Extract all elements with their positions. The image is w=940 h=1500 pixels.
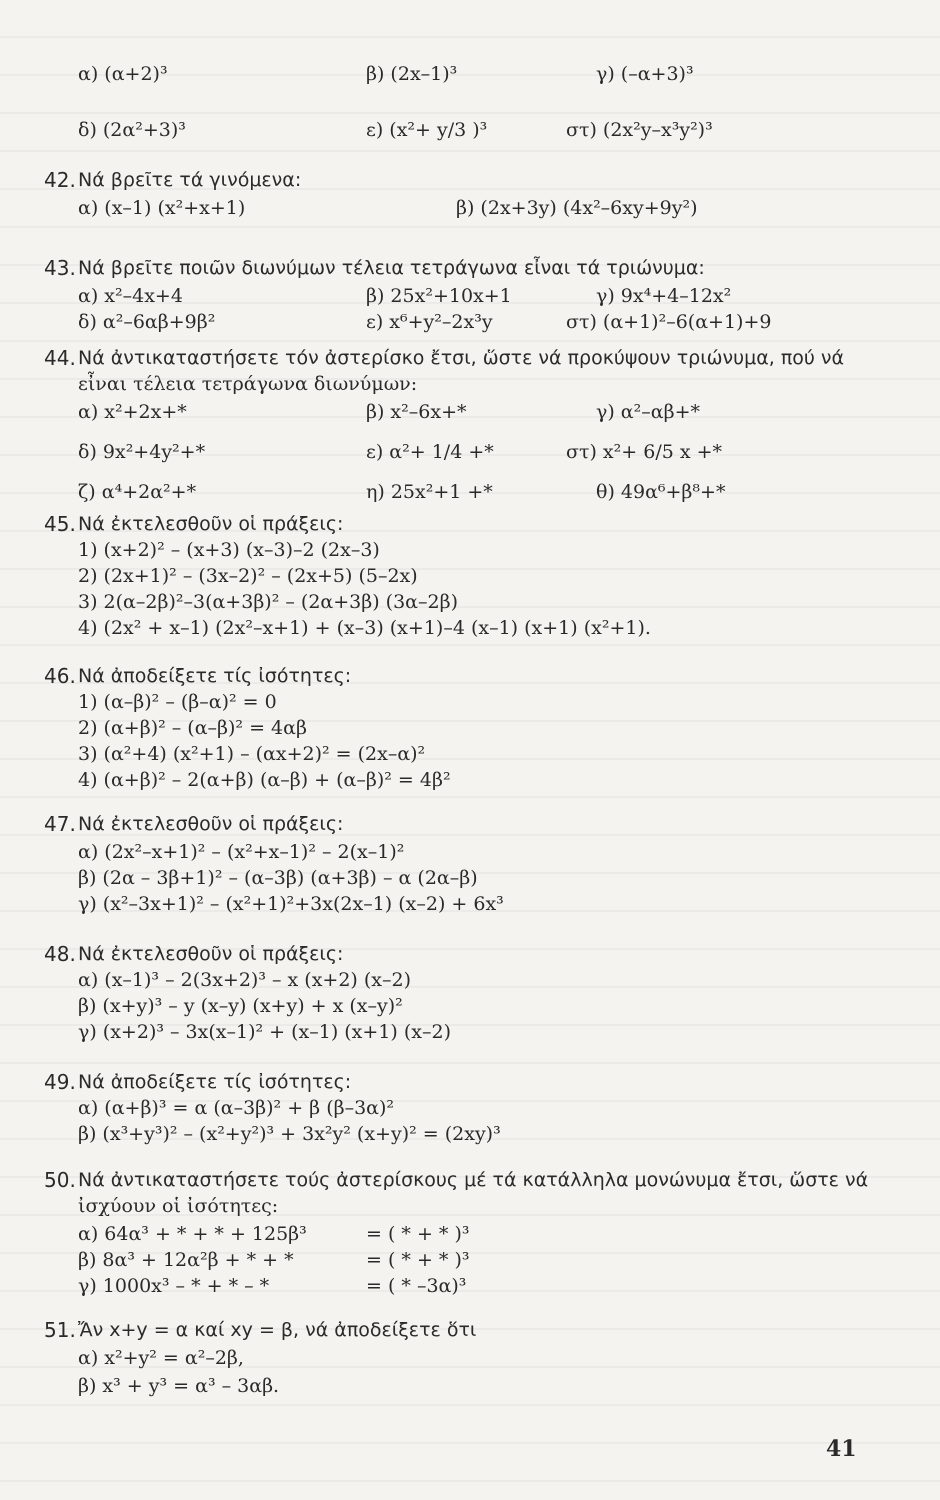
exercise-instruction: Νά βρεῖτε ποιῶν διωνύμων τέλεια τετράγωνα εἶναι τά τριώνυμα: <box>78 257 705 279</box>
exercise-instruction: Ἄν x+y = α καί xy = β, νά ἀποδείξετε ὅτι <box>78 1319 477 1341</box>
exercise-item: ε) α²+ 1/4 +* <box>366 441 494 463</box>
exercise-item: α) x²+y² = α²–2β, <box>78 1347 244 1369</box>
exercise-instruction: Νά ἀποδείξετε τίς ἰσότητες: <box>78 1071 352 1093</box>
exercise-item: θ) 49α⁶+β⁸+* <box>596 481 726 503</box>
exercise-instruction: Νά ἀντικαταστήσετε τούς ἀστερίσκους μέ τά κατάλληλα μονώνυμα ἔτσι, ὥστε νά <box>78 1169 869 1191</box>
exercise-number: 50. <box>44 1168 76 1192</box>
exercise-item: 1) (x+2)² – (x+3) (x–3)–2 (2x–3) <box>78 539 380 561</box>
exercise-item: 3) 2(α–2β)²–3(α+3β)² – (2α+3β) (3α–2β) <box>78 591 458 613</box>
exercise-item: α) (2x²–x+1)² – (x²+x–1)² – 2(x–1)² <box>78 841 405 863</box>
exercise-item: β) (2α – 3β+1)² – (α–3β) (α+3β) – α (2α–β) <box>78 867 478 889</box>
exercise-item: γ) 1000x³ – * + * – * <box>78 1275 270 1297</box>
exercise-item: στ) (α+1)²–6(α+1)+9 <box>566 311 772 333</box>
exercise-item: 3) (α²+4) (x²+1) – (αx+2)² = (2x–α)² <box>78 743 426 765</box>
exercise-instruction: Νά ἐκτελεσθοῦν οἱ πράξεις: <box>78 813 344 835</box>
exercise-item: στ) x²+ 6/5 x +* <box>566 441 723 463</box>
exercise-item: β) (2x+3y) (4x²–6xy+9y²) <box>456 197 698 219</box>
page-number: 41 <box>826 1436 857 1462</box>
exercise-number: 47. <box>44 812 76 836</box>
exercise-item: β) (2x–1)³ <box>366 63 458 85</box>
exercise-item: β) 8α³ + 12α²β + * + * <box>78 1249 294 1271</box>
exercise-item: γ) (x²–3x+1)² – (x²+1)²+3x(2x–1) (x–2) + 6x³ <box>78 893 504 915</box>
exercise-item: γ) 9x⁴+4–12x² <box>596 285 732 307</box>
exercise-item: = ( * + * )³ <box>366 1249 470 1271</box>
exercise-item: γ) α²–αβ+* <box>596 401 700 423</box>
exercise-number: 51. <box>44 1318 76 1342</box>
exercise-item: 4) (2x² + x–1) (2x²–x+1) + (x–3) (x+1)–4 (x–1) (x+1) (x²+1). <box>78 617 651 639</box>
exercise-item: δ) 9x²+4y²+* <box>78 441 206 463</box>
exercise-item: γ) (x+2)³ – 3x(x–1)² + (x–1) (x+1) (x–2) <box>78 1021 451 1043</box>
exercise-item: α) x²–4x+4 <box>78 285 183 307</box>
exercise-item: = ( * + * )³ <box>366 1223 470 1245</box>
exercise-item: β) 25x²+10x+1 <box>366 285 512 307</box>
exercise-item: 2) (2x+1)² – (3x–2)² – (2x+5) (5–2x) <box>78 565 418 587</box>
exercise-item: β) x³ + y³ = α³ – 3αβ. <box>78 1375 280 1397</box>
exercise-item: α) (x–1) (x²+x+1) <box>78 197 246 219</box>
exercise-item: ε) x⁶+y²–2x³y <box>366 311 493 333</box>
exercise-item: α) x²+2x+* <box>78 401 187 423</box>
exercise-number: 45. <box>44 512 76 536</box>
exercise-item: ζ) α⁴+2α²+* <box>78 481 197 503</box>
exercise-instruction: Νά ἐκτελεσθοῦν οἱ πράξεις: <box>78 943 344 965</box>
exercise-item: δ) (2α²+3)³ <box>78 119 186 141</box>
exercise-item: η) 25x²+1 +* <box>366 481 493 503</box>
exercise-item: ἰσχύουν οἱ ἰσότητες: <box>78 1195 279 1217</box>
exercise-number: 48. <box>44 942 76 966</box>
exercise-number: 43. <box>44 256 76 280</box>
exercise-instruction: Νά ἐκτελεσθοῦν οἱ πράξεις: <box>78 513 344 535</box>
exercise-item: 4) (α+β)² – 2(α+β) (α–β) + (α–β)² = 4β² <box>78 769 451 791</box>
exercise-number: 42. <box>44 168 76 192</box>
exercise-instruction: Νά ἀντικαταστήσετε τόν ἀστερίσκο ἔτσι, ὥστε νά προκύψουν τριώνυμα, πού νά <box>78 347 845 369</box>
exercise-item: α) (α+β)³ = α (α–3β)² + β (β–3α)² <box>78 1097 395 1119</box>
exercise-number: 44. <box>44 346 76 370</box>
exercise-number: 46. <box>44 664 76 688</box>
exercise-item: δ) α²–6αβ+9β² <box>78 311 216 333</box>
exercise-item: = ( * –3α)³ <box>366 1275 467 1297</box>
exercise-item: 2) (α+β)² – (α–β)² = 4αβ <box>78 717 307 739</box>
exercise-item: α) 64α³ + * + * + 125β³ <box>78 1223 307 1245</box>
exercise-item: β) (x+y)³ – y (x–y) (x+y) + x (x–y)² <box>78 995 403 1017</box>
exercise-item: 1) (α–β)² – (β–α)² = 0 <box>78 691 277 713</box>
exercise-item: α) (α+2)³ <box>78 63 168 85</box>
exercise-number: 49. <box>44 1070 76 1094</box>
exercise-item: β) (x³+y³)² – (x²+y²)³ + 3x²y² (x+y)² = (2xy)³ <box>78 1123 501 1145</box>
exercise-item: β) x²–6x+* <box>366 401 467 423</box>
exercise-item: α) (x–1)³ – 2(3x+2)³ – x (x+2) (x–2) <box>78 969 412 991</box>
exercise-instruction: Νά ἀποδείξετε τίς ἰσότητες: <box>78 665 352 687</box>
exercise-item: στ) (2x²y–x³y²)³ <box>566 119 713 141</box>
exercise-item: εἶναι τέλεια τετράγωνα διωνύμων: <box>78 373 418 395</box>
exercise-instruction: Νά βρεῖτε τά γινόμενα: <box>78 169 302 191</box>
exercise-item: γ) (–α+3)³ <box>596 63 694 85</box>
exercise-item: ε) (x²+ y/3 )³ <box>366 119 488 141</box>
